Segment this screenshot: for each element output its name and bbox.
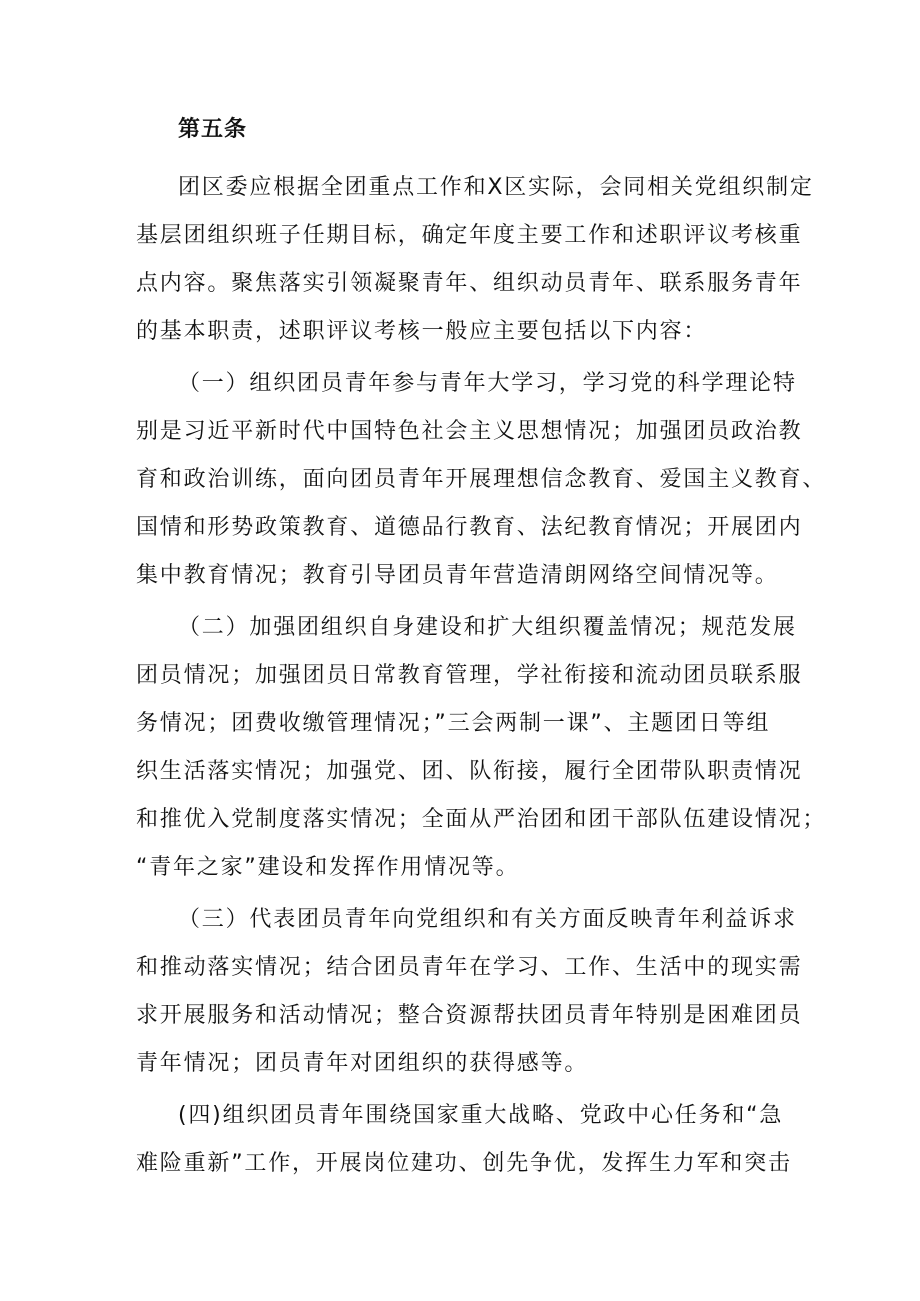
- text-line: 集中教育情况；教育引导团员青年营造清朗网络空间情况等。: [136, 563, 779, 588]
- text-line: 的基本职责，述职评议考核一般应主要包括以下内容：: [136, 319, 708, 344]
- item-one-paragraph: [136, 360, 827, 600]
- text-line: （二）加强团组织自身建设和扩大组织覆盖情况；规范发展: [178, 615, 797, 640]
- text-line: 难险重新”工作，开展岗位建功、创先争优，发挥生力军和突击: [136, 1151, 792, 1176]
- text-line: 青年情况；团员青年对团组织的获得感等。: [136, 1051, 589, 1076]
- intro-paragraph: [136, 164, 814, 356]
- text-line: 和推优入党制度落实情况；全面从严治团和团干部队伍建设情况；: [136, 807, 827, 832]
- text-line: 求开展服务和活动情况；整合资源帮扶团员青年特别是困难团员: [136, 1003, 803, 1028]
- document-body: [136, 164, 827, 1192]
- text-line: 务情况；团费收缴管理情况；”三会两制一课”、主题团日等组: [136, 711, 771, 736]
- text-line: 团员情况；加强团员日常教育管理，学社衔接和流动团员联系服: [136, 663, 803, 688]
- text-line: （三）代表团员青年向党组织和有关方面反映青年利益诉求: [178, 907, 797, 932]
- text-line: 别是习近平新时代中国特色社会主义思想情况；加强团员政治教: [136, 419, 803, 444]
- text-line: （一）组织团员青年参与青年大学习，学习党的科学理论特: [178, 371, 797, 396]
- item-two-paragraph: [136, 604, 827, 892]
- text-line: “青年之家”建设和发挥作用情况等。: [136, 855, 520, 880]
- text-line: 和推动落实情况；结合团员青年在学习、工作、生活中的现实需: [136, 955, 803, 980]
- item-three-paragraph: [136, 896, 803, 1088]
- text-line: 点内容。聚焦落实引领凝聚青年、组织动员青年、联系服务青年: [136, 271, 803, 296]
- text-line: 国情和形势政策教育、道德品行教育、法纪教育情况；开展团内: [136, 515, 803, 540]
- text-line: 基层团组织班子任期目标，确定年度主要工作和述职评议考核重: [136, 223, 803, 248]
- text-line: 团区委应根据全团重点工作和X区实际，会同相关党组织制定: [178, 175, 814, 200]
- article-heading: 第五条: [178, 117, 248, 142]
- item-four-paragraph: [136, 1092, 799, 1188]
- text-line: (四)组织团员青年围绕国家重大战略、党政中心任务和“急: [178, 1103, 784, 1128]
- text-line: 育和政治训练，面向团员青年开展理想信念教育、爱国主义教育、: [136, 467, 827, 492]
- text-line: 织生活落实情况；加强党、团、队衔接，履行全团带队职责情况: [136, 759, 803, 784]
